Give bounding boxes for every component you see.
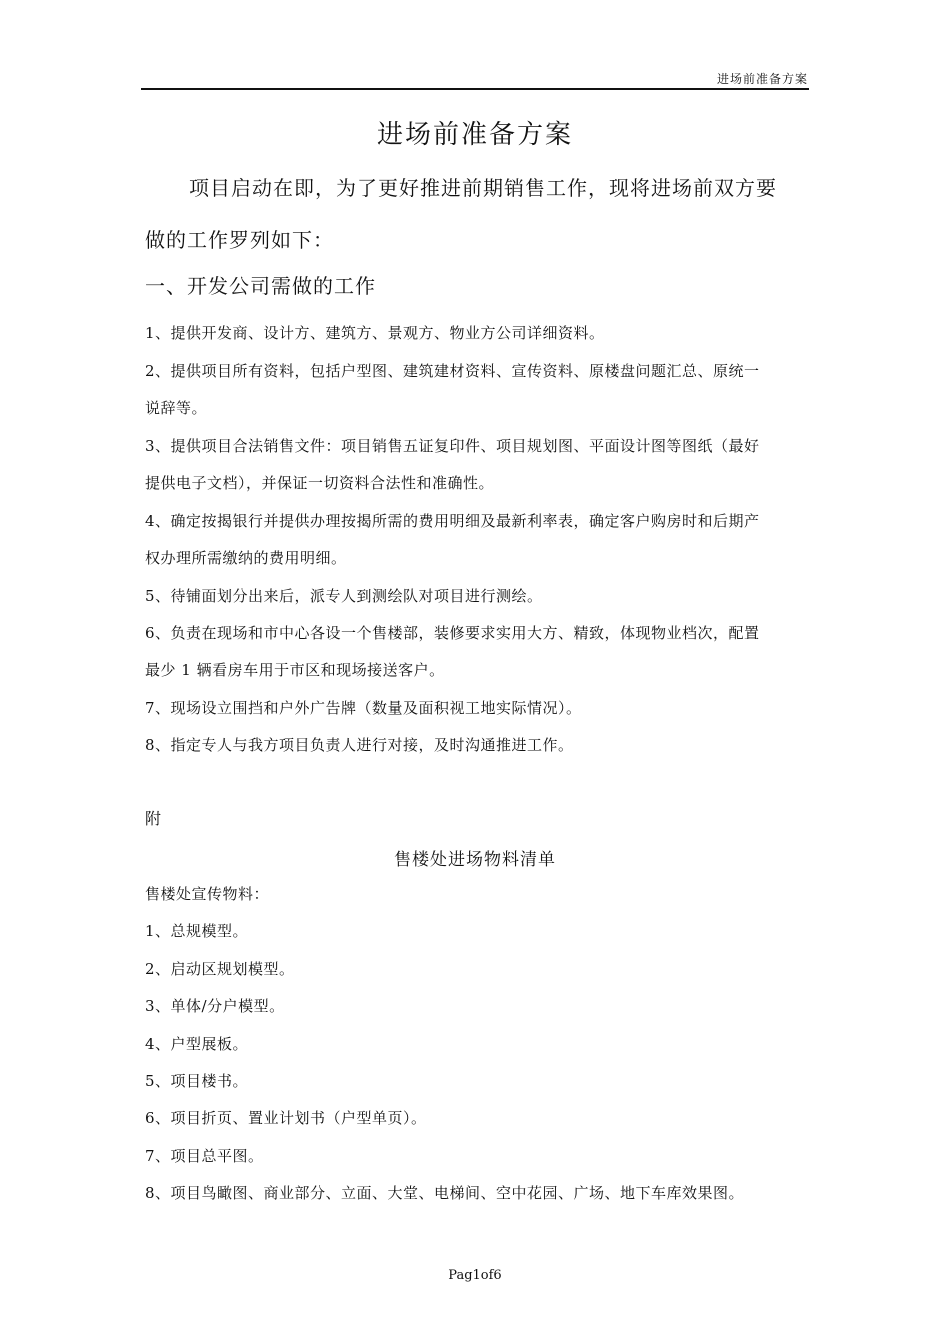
appendix-line: 8、项目鸟瞰图、商业部分、立面、大堂、电梯间、空中花园、广场、地下车库效果图。 xyxy=(145,1184,745,1202)
page-number: Pag1of6 xyxy=(448,1268,502,1283)
appendix-title: 售楼处进场物料清单 xyxy=(394,850,556,870)
document-title: 进场前准备方案 xyxy=(376,120,573,150)
section-line: 4、确定按揭银行并提供办理按揭所需的费用明细及最新利率表，确定客户购房时和后期产 xyxy=(145,512,760,530)
section-line: 提供电子文档），并保证一切资料合法性和准确性。 xyxy=(145,474,495,492)
section-line: 5、待铺面划分出来后，派专人到测绘队对项目进行测绘。 xyxy=(145,587,543,605)
appendix-line: 7、项目总平图。 xyxy=(145,1147,264,1165)
appendix-line: 售楼处宣传物料： xyxy=(145,885,270,903)
appendix-line: 4、户型展板。 xyxy=(145,1035,249,1053)
appendix-line: 5、项目楼书。 xyxy=(145,1072,249,1090)
section-line: 1、提供开发商、设计方、建筑方、景观方、物业方公司详细资料。 xyxy=(145,324,605,342)
section-line: 说辞等。 xyxy=(145,399,208,417)
running-header: 进场前准备方案 xyxy=(716,72,808,86)
appendix-line: 1、总规模型。 xyxy=(145,922,249,940)
appendix-line: 3、单体/分户模型。 xyxy=(145,997,285,1015)
section-line: 8、指定专人与我方项目负责人进行对接，及时沟通推进工作。 xyxy=(145,736,574,754)
section-line: 7、现场设立围挡和户外广告牌（数量及面积视工地实际情况）。 xyxy=(145,699,582,717)
section-line: 3、提供项目合法销售文件：项目销售五证复印件、项目规划图、平面设计图等图纸（最好 xyxy=(145,437,760,455)
header-rule xyxy=(141,88,809,90)
intro-line-1: 项目启动在即，为了更好推进前期销售工作，现将进场前双方要 xyxy=(189,176,777,200)
section-line: 6、负责在现场和市中心各设一个售楼部，装修要求实用大方、精致，体现物业档次，配置 xyxy=(145,624,760,642)
appendix-label: 附 xyxy=(145,809,162,828)
section-line: 最少 1 辆看房车用于市区和现场接送客户。 xyxy=(145,661,445,679)
section-heading: 一、开发公司需做的工作 xyxy=(145,274,376,298)
section-line: 权办理所需缴纳的费用明细。 xyxy=(145,549,347,567)
intro-line-2: 做的工作罗列如下： xyxy=(145,228,334,252)
appendix-line: 6、项目折页、置业计划书（户型单页）。 xyxy=(145,1109,427,1127)
appendix-line: 2、启动区规划模型。 xyxy=(145,960,295,978)
section-line: 2、提供项目所有资料，包括户型图、建筑建材资料、宣传资料、原楼盘问题汇总、原统一 xyxy=(145,362,760,380)
